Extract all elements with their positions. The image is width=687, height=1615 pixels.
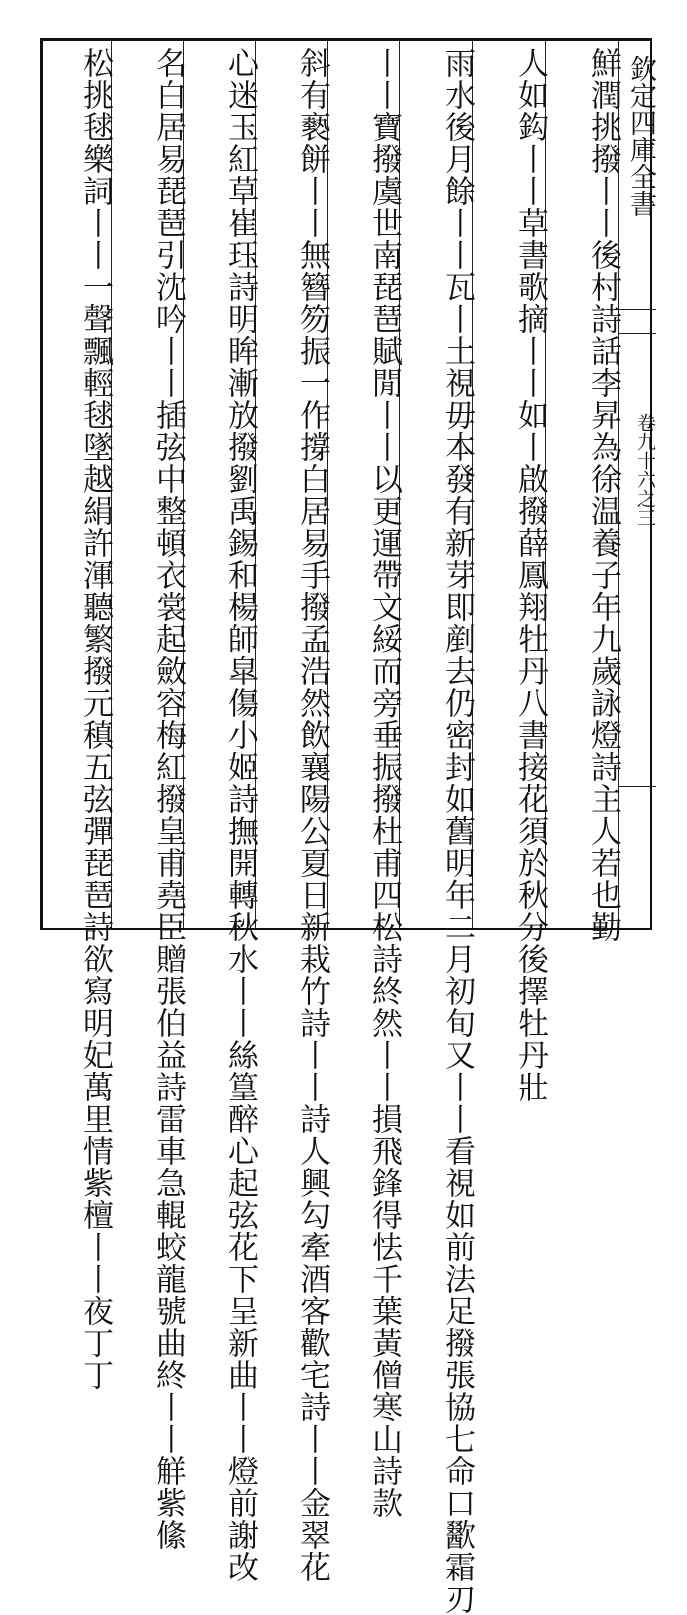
text-column-6: 心迷玉紅草崔珏詩明眸漸放撥劉禹錫和楊師皐傷小姬詩撫開轉秋水丨丨絲篁醉心起弦花下呈新曲丨丨燈前謝改 — [222, 47, 258, 1583]
text-column-8: 松挑毬樂詞丨丨一聲飄輕毬墜越絹許渾聽繁撥元稹五弦彈琵琶詩欲寫明妃萬里情紫檀丨丨夜丁丁 — [77, 47, 113, 1391]
text-column-1: 鮮潤挑撥丨丨後村詩話李昇為徐温養子年九歲詠燈詩主人若也勤 — [585, 47, 621, 943]
book-title: 欽定四庫全書 — [625, 55, 656, 217]
text-column-5: 斜有褻餅丨丨無簪笏振一作撐白居易手撥孟浩然飲襄陽公夏日新栽竹詩丨丨詩人興勾牽酒客歡宅詩丨丨金翠花 — [294, 47, 330, 1583]
volume-number: 卷九十六之三 — [634, 413, 656, 527]
text-column-2: 人如鈎丨丨草書歌摘丨丨如丨啟撥薛鳳翔牡丹八書接花須於秋分後擇牡丹壯 — [512, 47, 548, 1103]
header-strip — [618, 41, 656, 928]
text-column-7: 名白居易琵琶引沈吟丨丨插弦中整頓衣裳起斂容梅紅撥皇甫堯臣贈張伯益詩雷車急輥蛟龍號曲終丨丨觧紫絛 — [150, 47, 186, 1551]
bottom-mark — [619, 786, 656, 787]
fish-tail-mark-bottom — [619, 333, 656, 334]
page-frame — [40, 38, 656, 1615]
fish-tail-mark-top — [619, 309, 656, 310]
text-column-3: 雨水後月餘丨丨瓦丨土視毋本發有新芽即剷去仍密封如舊明年二月初旬又丨丨看視如前法足撥張協七命口歠霜刃 — [439, 47, 475, 1615]
text-column-4: 丨丨寶撥虞世南琵琶賦閒丨丨以更運帶文綏而旁垂振撥杜甫四松詩終然丨丨損飛鋒得怯千葉黃僧寒山詩款 — [366, 47, 402, 1519]
